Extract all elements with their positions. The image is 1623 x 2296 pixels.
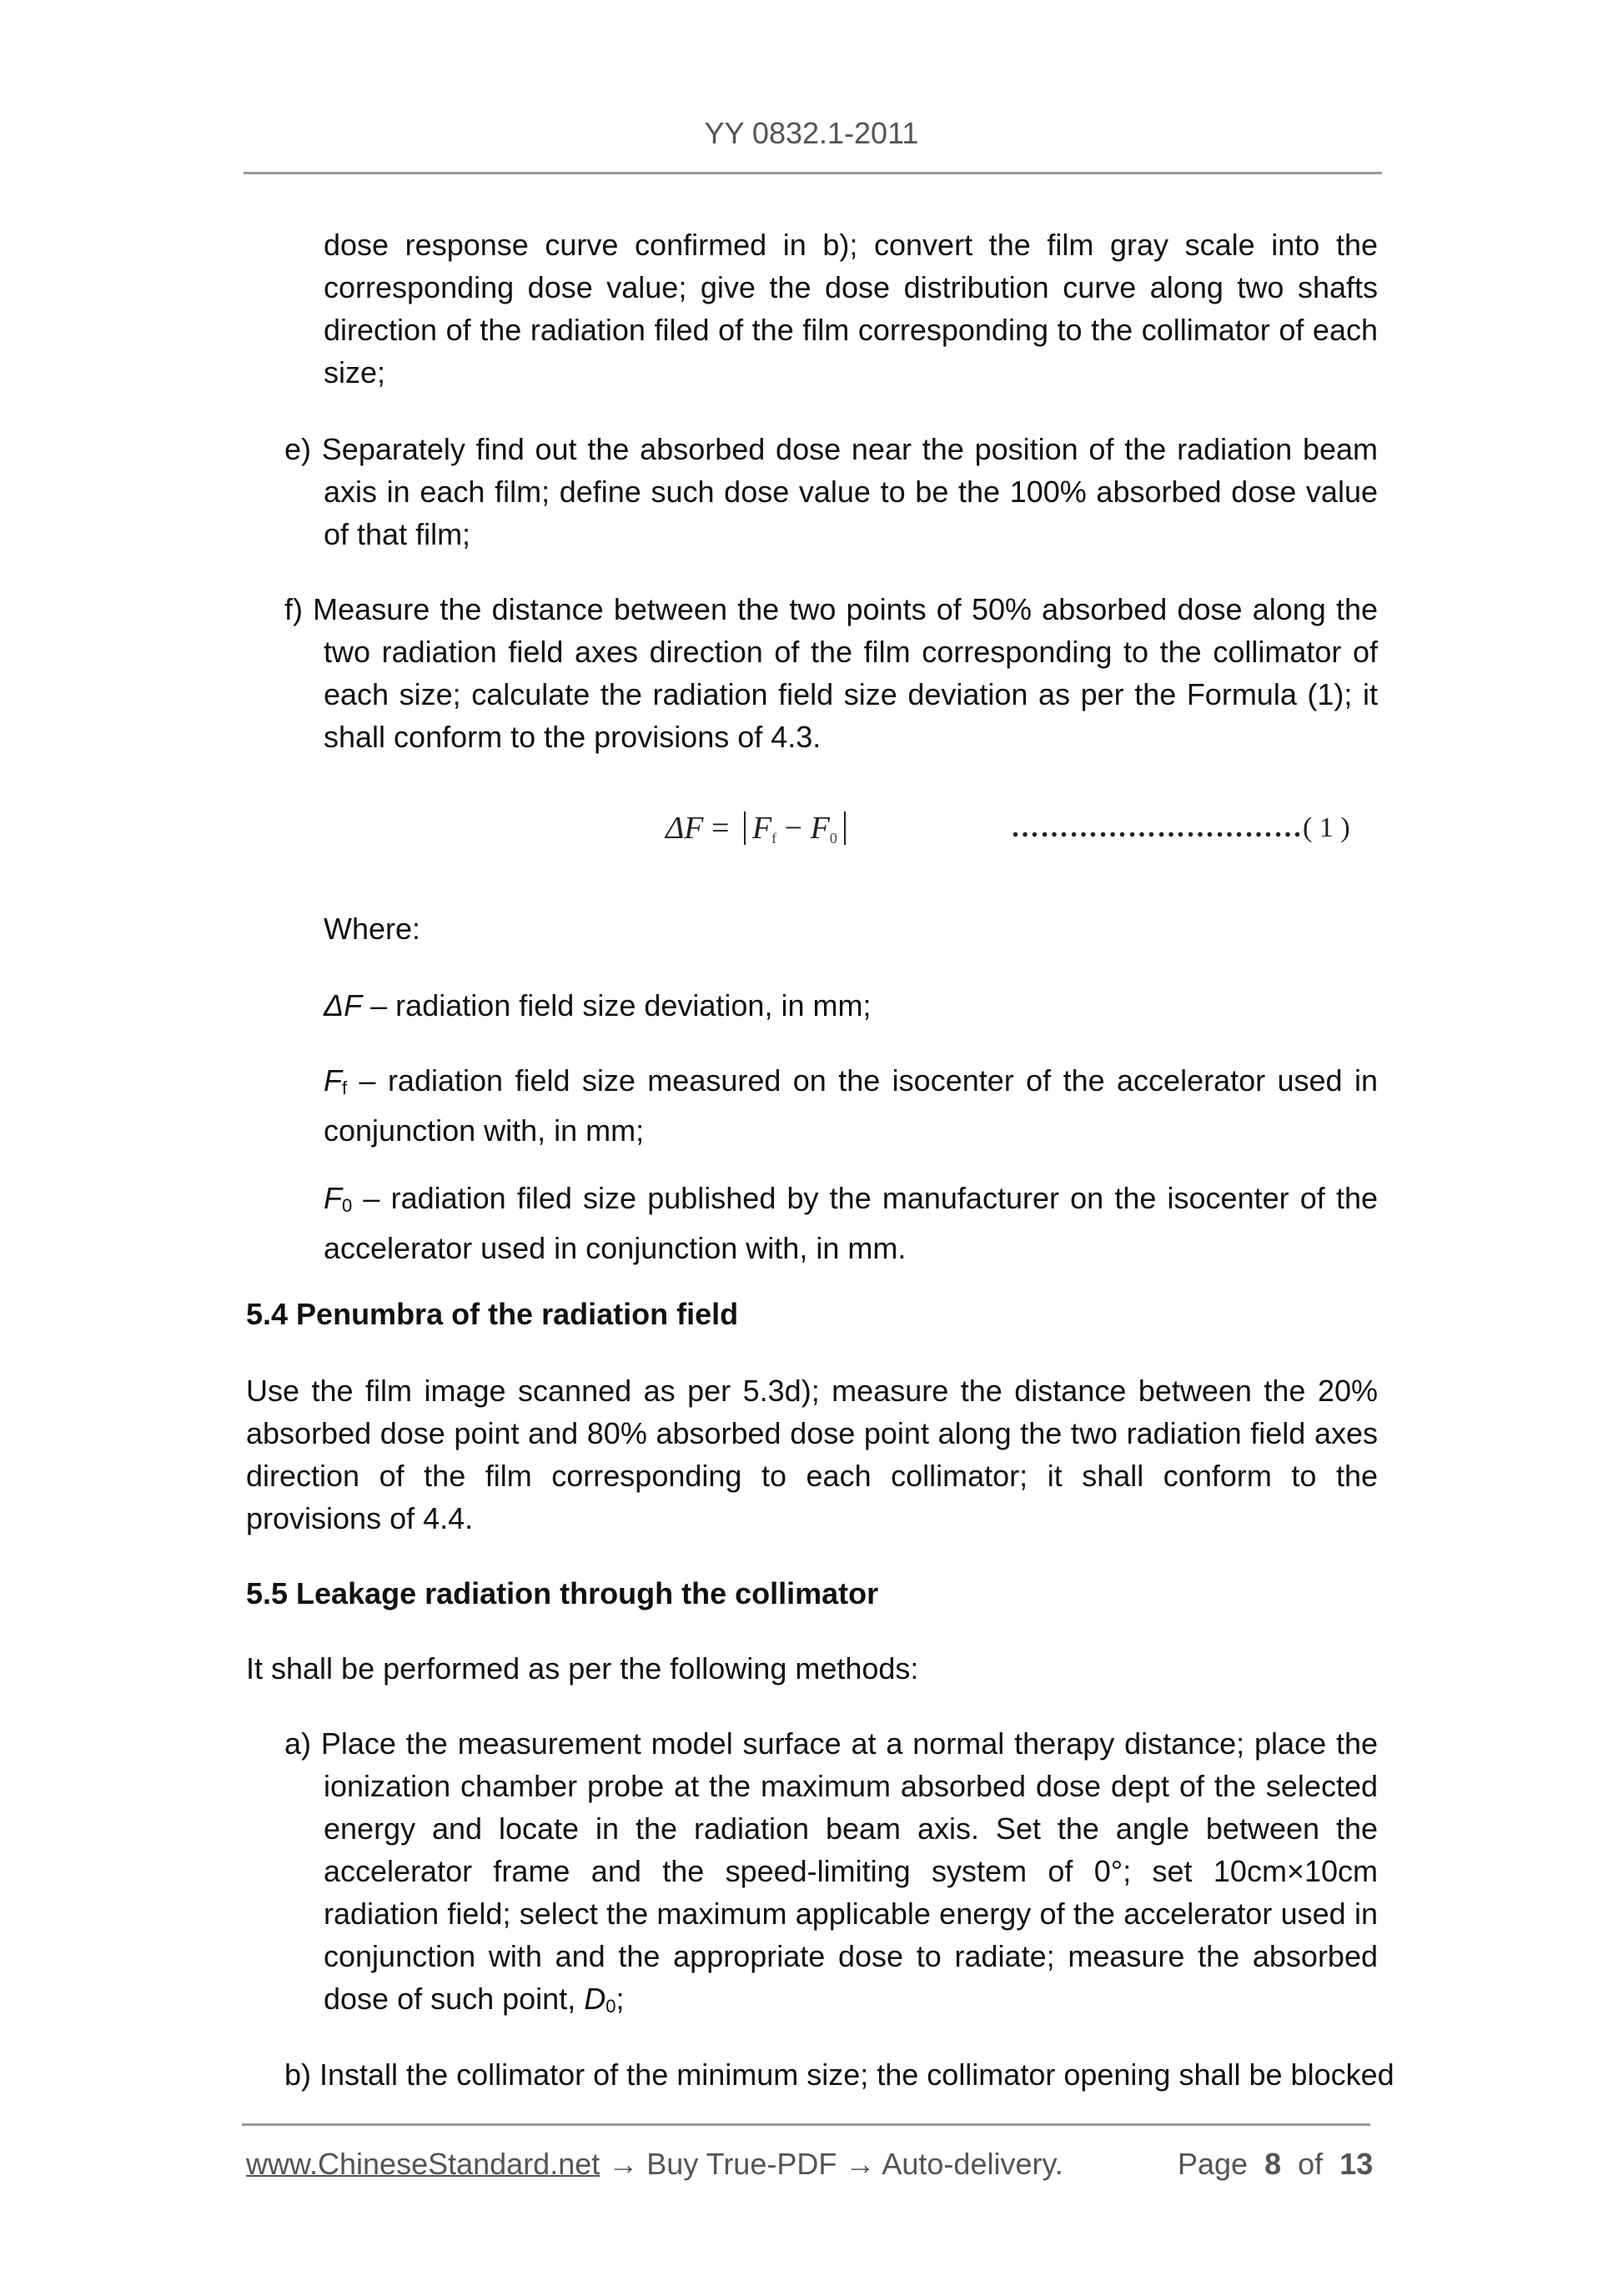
where-label: Where: xyxy=(324,912,421,946)
page-total: 13 xyxy=(1339,2147,1374,2181)
definition-text: – radiation filed size published by the manufacturer on the isocenter of the accelerator used in conjunction with, in mm. xyxy=(324,1181,1378,1265)
definition-symbol: F xyxy=(324,1063,342,1098)
section-5-5-intro: It shall be performed as per the following methods: xyxy=(246,1651,919,1686)
item-d-continuation: dose response curve confirmed in b); convert the film gray scale into the corresponding dose value; give the dose distribution curve along two shafts direction of the radiation filed of the film corresponding to the collimator of each size; xyxy=(324,228,1378,389)
list-item-f: f) Measure the distance between the two points of 50% absorbed dose along the two radiation field axes direction of the film corresponding to the collimator of each size; calculate the radiation field size deviation as per the Formula (1); it shall conform to the provisions of 4.3. xyxy=(284,592,1378,754)
formula-lhs: ΔF xyxy=(666,811,704,846)
formula-1 xyxy=(666,807,852,859)
formula-var-ff: F xyxy=(751,811,772,846)
footer-site-link[interactable]: www.ChineseStandard.net xyxy=(246,2147,600,2181)
item-a-text: a) Place the measurement model surface at a normal therapy distance; place the ionization chamber probe at the maximum absorbed dose dept of the selected energy and locate in the radiation beam axis. Set the angle between the accelerator frame and the speed-limiting system of 0°; set 10cm×10cm radiation field; select the maximum applicable energy of the accelerator used in conjunction with and the appropriate dose to radiate; measure the absorbed dose of such point, xyxy=(284,1726,1378,2016)
definition-subscript: 0 xyxy=(342,1195,353,1216)
definition-text: – radiation field size deviation, in mm; xyxy=(362,988,872,1022)
page-current: 8 xyxy=(1264,2147,1282,2181)
formula-equals: = xyxy=(711,811,730,846)
header-divider xyxy=(244,172,1382,174)
abs-bar-left xyxy=(744,811,746,845)
document-header-title: YY 0832.1-2011 xyxy=(704,116,919,150)
formula-leader-dots: ………………………… xyxy=(1011,812,1303,843)
footer-promo xyxy=(246,2143,1063,2185)
formula-minus: − xyxy=(784,811,803,846)
formula-sub-f: f xyxy=(771,830,777,847)
definition-f-f xyxy=(324,1059,1378,1152)
definition-symbol: F xyxy=(324,1181,342,1215)
formula-number xyxy=(1011,807,1371,849)
page-label: Page xyxy=(1178,2147,1249,2181)
formula-number-label: ( 1 ) xyxy=(1303,812,1350,843)
abs-bar-right xyxy=(844,811,846,845)
footer-buy-text: Buy True-PDF xyxy=(646,2147,837,2181)
section-5-4-body: Use the film image scanned as per 5.3d); measure the distance between the 20% absorbed dose point and 80% absorbed dose point along the two radiation field axes direction of the film corresponding to each collimator; it shall conform to the provisions of 4.4. xyxy=(246,1374,1378,1535)
definition-delta-f xyxy=(324,984,1378,1027)
page-of-label: of xyxy=(1298,2147,1324,2181)
formula-var-f0: F xyxy=(810,811,830,846)
section-heading-5-4: 5.4 Penumbra of the radiation field xyxy=(246,1297,739,1331)
definition-subscript: f xyxy=(342,1078,348,1098)
list-item-a xyxy=(284,1722,1378,2027)
item-a-end: ; xyxy=(616,1982,625,2016)
page-indicator xyxy=(1178,2143,1373,2185)
arrow-right-icon: → xyxy=(845,2147,876,2181)
list-item-b: b) Install the collimator of the minimum size; the collimator opening shall be blocked xyxy=(284,2057,1394,2092)
definition-f-0 xyxy=(324,1177,1378,1269)
item-a-symbol: D xyxy=(584,1982,606,2016)
arrow-right-icon: → xyxy=(608,2147,639,2181)
definition-symbol: ΔF xyxy=(324,988,363,1022)
list-item-e: e) Separately find out the absorbed dose near the position of the radiation beam axis in each film; define such dose value to be the 100% absorbed dose value of that film; xyxy=(284,432,1378,551)
definition-text: – radiation field size measured on the isocenter of the accelerator used in conjunction with, in mm; xyxy=(324,1063,1378,1148)
section-heading-5-5: 5.5 Leakage radiation through the collimator xyxy=(246,1576,879,1610)
footer-delivery-text: Auto-delivery. xyxy=(882,2147,1063,2181)
footer-divider xyxy=(242,2123,1370,2126)
formula-sub-0: 0 xyxy=(829,830,837,847)
item-a-subscript: 0 xyxy=(605,1996,616,2017)
